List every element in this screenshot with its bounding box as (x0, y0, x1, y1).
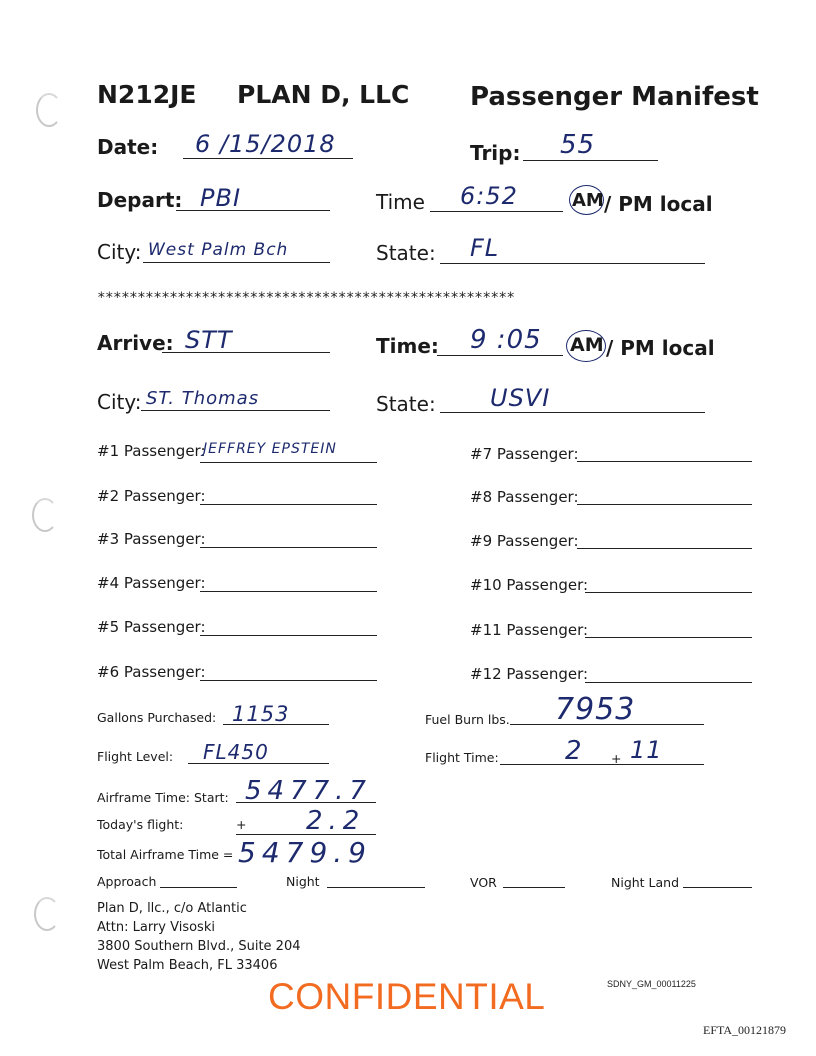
binder-hole-bottom (34, 897, 60, 931)
company-name: PLAN D, LLC (237, 80, 410, 109)
airframe-start-label: Airframe Time: Start: (97, 790, 229, 805)
arrive-pm-local-label: / PM local (606, 336, 715, 360)
passenger-10-label: #10 Passenger: (470, 576, 589, 594)
depart-state-line (440, 263, 705, 264)
passenger-2-line (200, 504, 377, 505)
trip-label: Trip: (470, 141, 521, 165)
separator-asterisks: **************************************************** (97, 290, 515, 306)
passenger-3-line (200, 547, 377, 548)
bates-number: SDNY_GM_00011225 (607, 979, 696, 989)
arrive-city-label: City: (97, 390, 142, 414)
flight-level-label: Flight Level: (97, 749, 174, 764)
gallons-purchased-label: Gallons Purchased: (97, 710, 217, 725)
passenger-7-label: #7 Passenger: (470, 445, 579, 463)
gallons-purchased-value: 1153 (232, 702, 290, 726)
arrive-state-line (440, 412, 705, 413)
depart-time-value: 6:52 (460, 182, 518, 210)
passenger-3-label: #3 Passenger: (97, 530, 206, 548)
depart-am-label: AM (572, 190, 604, 211)
todays-flight-plus: + (236, 817, 247, 832)
todays-flight-line (236, 834, 376, 835)
passenger-8-label: #8 Passenger: (470, 488, 579, 506)
efta-number: EFTA_00121879 (703, 1023, 787, 1037)
arrive-value: STT (185, 326, 233, 354)
trip-line (523, 160, 658, 161)
passenger-9-line (577, 548, 752, 549)
passenger-4-line (200, 591, 377, 592)
binder-hole-middle (32, 498, 58, 532)
depart-state-value: FL (470, 234, 500, 262)
night-label: Night (286, 874, 320, 889)
depart-city-label: City: (97, 240, 142, 264)
date-value: 6 /15/2018 (195, 130, 336, 158)
depart-city-line (143, 262, 330, 263)
airframe-start-value: 5477.7 (245, 776, 372, 806)
todays-flight-label: Today's flight: (97, 817, 184, 832)
address-line-2: Attn: Larry Visoski (97, 920, 215, 935)
night-land-line (683, 887, 752, 888)
arrive-city-value: ST. Thomas (146, 388, 260, 409)
depart-value: PBI (200, 184, 242, 212)
approach-label: Approach (97, 874, 157, 889)
fuel-burn-value: 7953 (555, 692, 636, 727)
arrive-time-line (437, 355, 563, 356)
passenger-12-label: #12 Passenger: (470, 665, 589, 683)
total-airframe-label: Total Airframe Time = (97, 847, 234, 862)
address-line-4: West Palm Beach, FL 33406 (97, 958, 278, 973)
passenger-2-label: #2 Passenger: (97, 487, 206, 505)
trip-value: 55 (560, 130, 596, 160)
flight-time-label: Flight Time: (425, 750, 499, 765)
passenger-9-label: #9 Passenger: (470, 532, 579, 550)
passenger-1-value: JEFFREY EPSTEIN (203, 441, 337, 457)
night-line (327, 887, 425, 888)
passenger-4-label: #4 Passenger: (97, 574, 206, 592)
binder-hole-top (36, 93, 62, 127)
depart-state-label: State: (376, 241, 436, 265)
passenger-11-label: #11 Passenger: (470, 621, 589, 639)
passenger-6-label: #6 Passenger: (97, 663, 206, 681)
flight-time-hours: 2 (565, 736, 583, 766)
arrive-state-value: USVI (490, 384, 551, 412)
tail-number: N212JE (97, 80, 197, 109)
approach-line (160, 887, 237, 888)
confidential-stamp: CONFIDENTIAL (268, 976, 546, 1017)
passenger-12-line (585, 682, 752, 683)
form-title: Passenger Manifest (470, 82, 759, 112)
depart-label: Depart: (97, 188, 183, 212)
passenger-1-label: #1 Passenger: (97, 442, 206, 460)
arrive-state-label: State: (376, 392, 436, 416)
passenger-5-label: #5 Passenger: (97, 618, 206, 636)
date-line (183, 158, 353, 159)
arrive-am-label: AM (570, 334, 604, 356)
flight-time-line (500, 764, 704, 765)
depart-city-value: West Palm Bch (148, 240, 289, 260)
depart-time-line (430, 211, 563, 212)
todays-flight-value: 2.2 (306, 806, 366, 836)
depart-time-label: Time (376, 190, 425, 214)
fuel-burn-label: Fuel Burn lbs. (425, 712, 510, 727)
date-label: Date: (97, 135, 159, 159)
arrive-label: Arrive: (97, 331, 174, 355)
night-land-label: Night Land (611, 875, 680, 890)
passenger-1-line (200, 462, 377, 463)
arrive-city-line (141, 410, 330, 411)
address-line-1: Plan D, llc., c/o Atlantic (97, 901, 247, 916)
arrive-time-label: Time: (376, 334, 439, 358)
passenger-6-line (200, 680, 377, 681)
vor-label: VOR (470, 875, 497, 890)
passenger-8-line (577, 504, 752, 505)
total-airframe-value: 5479.9 (238, 836, 372, 869)
flight-time-plus: + (611, 751, 622, 766)
arrive-time-value: 9 :05 (470, 325, 542, 355)
address-line-3: 3800 Southern Blvd., Suite 204 (97, 939, 301, 954)
depart-pm-local-label: / PM local (604, 192, 713, 216)
flight-level-value: FL450 (203, 740, 269, 764)
vor-line (503, 887, 565, 888)
passenger-5-line (200, 635, 377, 636)
flight-time-minutes: 11 (630, 736, 663, 764)
passenger-10-line (585, 592, 752, 593)
passenger-11-line (585, 637, 752, 638)
passenger-7-line (577, 461, 752, 462)
